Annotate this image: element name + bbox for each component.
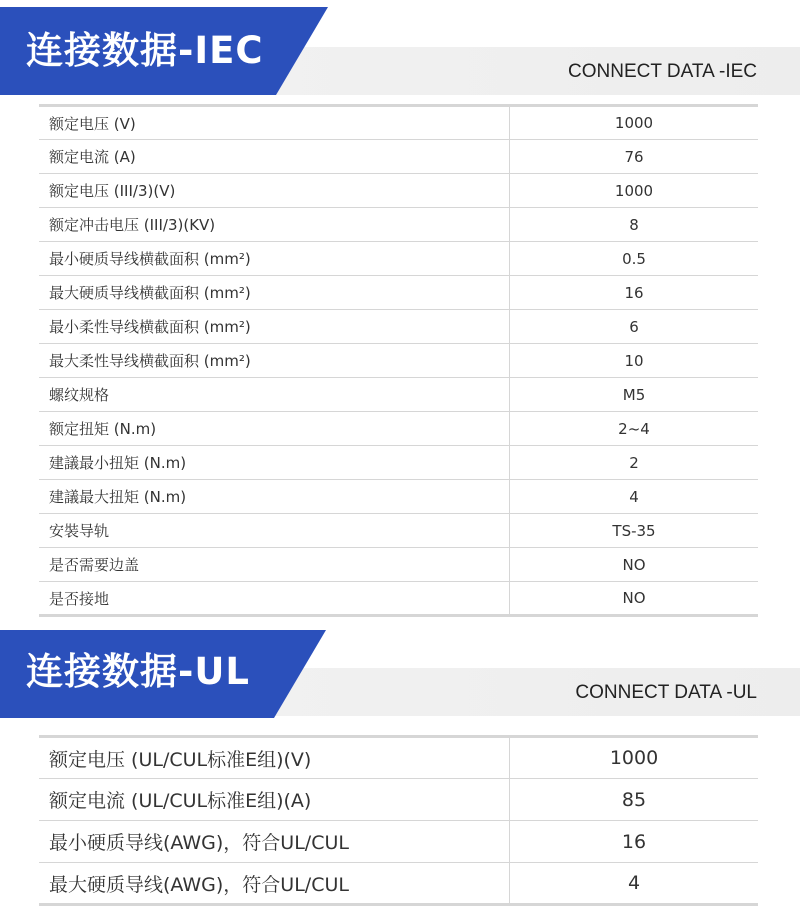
table-row xyxy=(39,310,758,344)
row-label: 最小硬质导线横截面积 (mm²) xyxy=(39,242,510,276)
row-label: 额定电压 (UL/CUL标准E组)(V) xyxy=(39,737,510,779)
table-row xyxy=(39,582,758,616)
ul-section-subtitle: CONNECT DATA -UL xyxy=(575,682,757,703)
row-label: 最小柔性导线横截面积 (mm²) xyxy=(39,310,510,344)
row-value: 16 xyxy=(510,821,759,863)
ul-section-header xyxy=(0,630,800,718)
table-row xyxy=(39,242,758,276)
row-value: 8 xyxy=(510,208,759,242)
table-row xyxy=(39,480,758,514)
row-value: 76 xyxy=(510,140,759,174)
row-value: 4 xyxy=(510,480,759,514)
row-label: 最大柔性导线横截面积 (mm²) xyxy=(39,344,510,378)
table-row xyxy=(39,548,758,582)
row-label: 额定电流 (UL/CUL标准E组)(A) xyxy=(39,779,510,821)
row-value: 6 xyxy=(510,310,759,344)
row-value: 2~4 xyxy=(510,412,759,446)
row-value: M5 xyxy=(510,378,759,412)
ul-spec-table xyxy=(39,735,758,906)
table-row xyxy=(39,821,758,863)
row-label: 最大硬质导线横截面积 (mm²) xyxy=(39,276,510,310)
table-row xyxy=(39,863,758,905)
row-value: NO xyxy=(510,548,759,582)
row-value: NO xyxy=(510,582,759,616)
table-row xyxy=(39,446,758,480)
row-value: 16 xyxy=(510,276,759,310)
iec-spec-table xyxy=(39,104,758,617)
table-row xyxy=(39,276,758,310)
row-label: 是否需要边盖 xyxy=(39,548,510,582)
row-label: 额定冲击电压 (III/3)(KV) xyxy=(39,208,510,242)
iec-section-subtitle: CONNECT DATA -IEC xyxy=(568,61,757,82)
row-value: 4 xyxy=(510,863,759,905)
row-label: 安裝导轨 xyxy=(39,514,510,548)
row-value: 0.5 xyxy=(510,242,759,276)
row-label: 建議最小扭矩 (N.m) xyxy=(39,446,510,480)
row-value: 1000 xyxy=(510,737,759,779)
table-row xyxy=(39,514,758,548)
row-value: 85 xyxy=(510,779,759,821)
table-row xyxy=(39,779,758,821)
table-row xyxy=(39,378,758,412)
row-value: TS-35 xyxy=(510,514,759,548)
row-label: 最大硬质导线(AWG)，符合UL/CUL xyxy=(39,863,510,905)
row-label: 额定电流 (A) xyxy=(39,140,510,174)
table-row xyxy=(39,344,758,378)
row-label: 建議最大扭矩 (N.m) xyxy=(39,480,510,514)
table-row xyxy=(39,412,758,446)
iec-section-header xyxy=(0,7,800,95)
row-value: 1000 xyxy=(510,106,759,140)
row-label: 额定扭矩 (N.m) xyxy=(39,412,510,446)
row-label: 额定电压 (V) xyxy=(39,106,510,140)
row-label: 螺纹规格 xyxy=(39,378,510,412)
table-row xyxy=(39,208,758,242)
row-label: 最小硬质导线(AWG)，符合UL/CUL xyxy=(39,821,510,863)
table-row xyxy=(39,140,758,174)
iec-section-title: 连接数据-IEC xyxy=(26,29,264,72)
row-value: 1000 xyxy=(510,174,759,208)
row-label: 是否接地 xyxy=(39,582,510,616)
table-row xyxy=(39,737,758,779)
table-row xyxy=(39,106,758,140)
row-value: 10 xyxy=(510,344,759,378)
row-label: 额定电压 (III/3)(V) xyxy=(39,174,510,208)
ul-section-title: 连接数据-UL xyxy=(26,650,250,693)
table-row xyxy=(39,174,758,208)
row-value: 2 xyxy=(510,446,759,480)
